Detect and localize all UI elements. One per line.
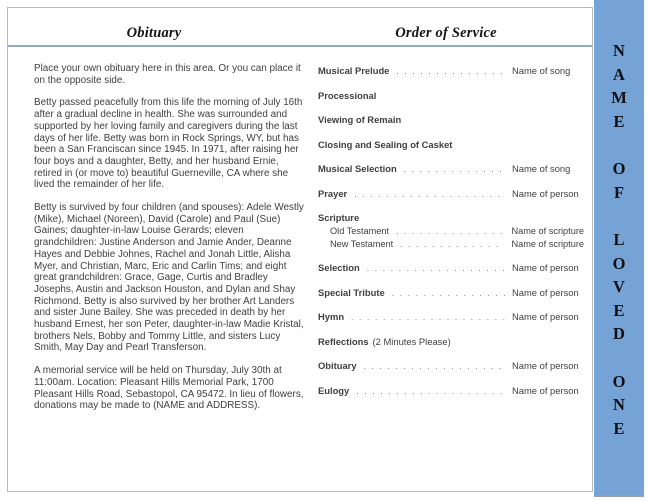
dotted-leader <box>396 226 504 236</box>
oos-item-value: Name of scripture <box>511 238 584 249</box>
sidebar-letter: A <box>613 64 625 84</box>
order-of-service-item <box>318 90 584 101</box>
order-of-service-item <box>318 188 584 199</box>
order-of-service-item <box>318 163 584 174</box>
page-header <box>8 8 592 45</box>
oos-item-label: New Testament <box>330 238 394 249</box>
order-of-service-item <box>318 360 584 371</box>
sidebar-letter: F <box>613 182 625 202</box>
order-of-service-item <box>318 262 584 273</box>
sidebar-letter: M <box>611 88 627 107</box>
order-of-service-item <box>318 139 584 150</box>
sidebar-letter-group <box>613 157 626 204</box>
oos-item-label: Prayer <box>318 187 348 199</box>
sidebar-letter-group <box>613 228 626 346</box>
sidebar-letter: E <box>613 418 625 438</box>
oos-item-label: Musical Prelude <box>318 65 390 76</box>
oos-item-value: Name of person <box>512 286 579 298</box>
order-of-service-item <box>318 212 584 223</box>
oos-item-value: Name of person <box>512 384 579 396</box>
oos-item-label: Musical Selection <box>318 163 397 174</box>
oos-item-label: Obituary <box>318 360 357 371</box>
dotted-leader <box>367 263 505 273</box>
header-divider <box>8 45 592 47</box>
oos-item-label: Eulogy <box>318 384 350 396</box>
order-of-service-item <box>318 385 584 396</box>
dotted-leader <box>404 164 505 174</box>
order-of-service-title: Order of Service <box>395 25 497 41</box>
dotted-leader <box>351 312 505 322</box>
sidebar-letter: N <box>613 395 625 414</box>
oos-item-value: Name of song <box>512 163 571 174</box>
oos-item-value: Name of person <box>512 311 579 322</box>
oos-item-suffix: (2 Minutes Please) <box>372 335 451 347</box>
obituary-paragraph: Betty passed peacefully from this life the morning of July 16th after a gradual decline in health. She was surrounded and supported by her loving family and caregivers during the last days of her life. Betty was born in Rock Springs, WY, but has been a San Franciscan since 1945. In 1971, after raising her four boys and a daughter, Betty, and her husband Ernie, retired in (or move to) beautiful Guerneville, CA where she lived the remainder of her life. <box>34 97 303 191</box>
oos-item-label: Selection <box>318 262 360 273</box>
oos-item-value: Name of person <box>512 360 579 371</box>
sidebar-letter: E <box>613 111 625 131</box>
oos-item-label: Old Testament <box>330 226 390 236</box>
order-of-service-list <box>318 65 584 409</box>
sidebar-letter: O <box>612 159 626 178</box>
dotted-leader <box>392 288 505 298</box>
order-of-service-item <box>330 226 584 236</box>
oos-item-label: Closing and Sealing of Casket <box>318 138 453 150</box>
dotted-leader <box>400 239 504 249</box>
obituary-title: Obituary <box>126 25 182 41</box>
oos-item-label: Scripture <box>318 212 360 223</box>
sidebar-letter: E <box>613 300 625 320</box>
oos-item-label: Reflections <box>318 335 369 347</box>
sidebar-letter: O <box>612 371 626 391</box>
order-of-service-item <box>318 311 584 322</box>
sidebar-letter: N <box>613 41 625 60</box>
obituary-paragraphs <box>34 63 306 423</box>
order-of-service-item <box>318 287 584 298</box>
sidebar-letter: V <box>613 277 625 296</box>
dotted-leader <box>364 361 505 371</box>
sidebar-letter: D <box>613 324 625 343</box>
oos-item-label: Hymn <box>318 311 345 322</box>
sidebar-letter: L <box>613 230 625 249</box>
oos-item-label: Processional <box>318 89 377 101</box>
oos-item-label: Special Tribute <box>318 286 385 298</box>
sidebar-letter-group <box>611 39 627 133</box>
order-of-service-item <box>330 239 584 249</box>
obituary-paragraph: A memorial service will be held on Thursday, July 30th at 11:00am. Location: Pleasant Hills Memorial Park, 1700 Pleasant Hills Road, Sebastopol, CA 95472. In lieu of flowers, donations may be made to (NAME and ADDRESS). <box>34 365 304 412</box>
oos-item-value: Name of person <box>512 187 579 199</box>
order-of-service-item <box>318 336 584 347</box>
sidebar-letter: O <box>612 253 626 273</box>
program-page <box>7 7 593 492</box>
order-of-service-item <box>318 65 584 76</box>
sidebar-letter-group <box>613 370 626 441</box>
dotted-leader <box>354 189 505 199</box>
obituary-paragraph: Betty is survived by four children (and spouses): Adele Westly (Mike), Michael (Noreen), David (Carole) and Paul (Sue) Gaines; daughter-in-law Louise Gerards; eleven grandchildren: Justine Anderson and Jamie Ander, Deanne Hayes and Debbie Johnes, Rachel and Jonah Little, Alisha Myer, and Christian, Marc, Eric and Carlin Tims; and eight great grandchildren: Grace, Gage, Curtis and Bradley Josephs, Austin and Jackson Houston, and Dylan and Shay Richmond. Betty is also survived by her brother Art Landers and sister June Bailey. She was preceded in death by her husband Ernest, her son Peter, daughter-in-law Madie Kristal, brothers Nels, Bobby and Tommy Little, and sisters Lucy Smith, May Day and Pearl Transferson. <box>34 202 304 354</box>
sidebar-vertical-name <box>594 0 644 497</box>
order-of-service-item <box>318 114 584 125</box>
oos-item-label: Viewing of Remain <box>318 114 402 125</box>
oos-item-value: Name of song <box>512 65 571 76</box>
oos-item-value: Name of person <box>512 262 579 273</box>
dotted-leader <box>396 66 505 76</box>
dotted-leader <box>356 386 505 396</box>
obituary-paragraph: Place your own obituary here in this area. Or you can place it on the opposite side. <box>34 63 301 86</box>
oos-item-value: Name of scripture <box>511 226 584 236</box>
